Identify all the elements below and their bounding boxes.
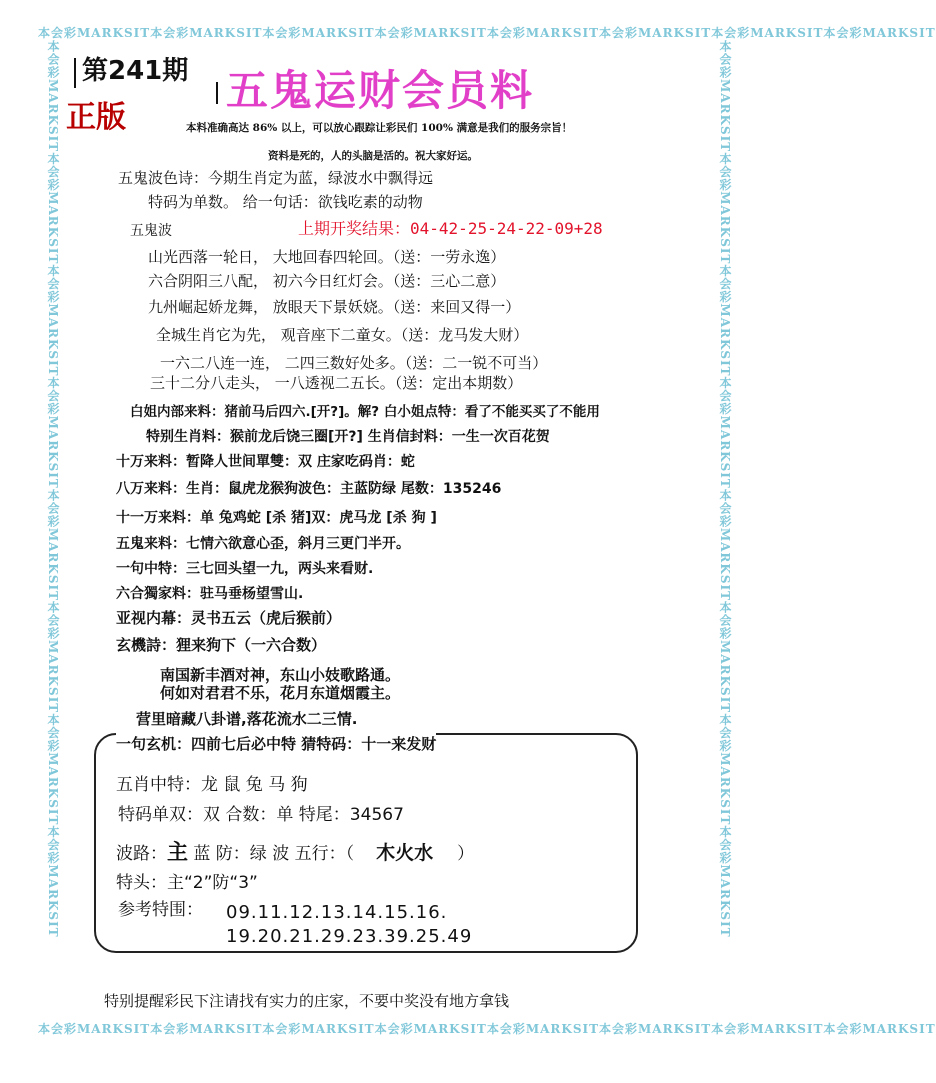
wave-close: ）: [457, 844, 475, 864]
note-luck: 资料是死的，人的头脑是活的。祝大家好运。: [268, 150, 478, 162]
special-head: 特头：主“2”防“3”: [116, 873, 258, 893]
wave-poem-line2: 特码为单数。 给一句话：欲钱吃素的动物: [148, 193, 423, 211]
watermark-border-top: 本会彩MARKSIT本会彩MARKSIT本会彩MARKSIT本会彩MARKSIT本会彩MARKSIT本会彩MARKSIT本会彩MARKSIT本会彩MARKSIT: [38, 26, 936, 40]
tip-110k: 十一万来料：单 兔鸡蛇 [杀 猪]双：虎马龙 [杀 狗 ]: [116, 510, 437, 526]
wave-rest: 蓝 防：绿 波 五行：（: [188, 844, 355, 864]
tip-atv: 亚视内幕：灵书五云（虎后猴前）: [116, 609, 342, 627]
five-zodiac: 五肖中特：龙 鼠 兔 马 狗: [116, 775, 308, 795]
divider: [74, 58, 76, 88]
tip-exclusive: 六合獨家料：驻马垂杨望雪山.: [116, 586, 304, 602]
issue-number: 第241期: [82, 56, 189, 86]
five-elements: 木火水: [376, 842, 434, 864]
reference-label: 参考特围：: [118, 900, 203, 920]
tip-one-sentence: 一句中特：三七回头望一九，两头来看财.: [116, 561, 374, 577]
tip-special-zodiac: 特别生肖料：猴前龙后饶三圈[开?] 生肖信封料：一生一次百花贺: [146, 429, 550, 445]
last-result-label: 上期开奖结果：: [298, 219, 411, 238]
verse-line: 营里暗藏八卦谱,落花流水二三情.: [136, 710, 358, 728]
poem-line: 三十二分八走头， 一八透视二五长。（送：定出本期数）: [150, 374, 523, 392]
last-result-numbers: 04-42-25-24-22-09+28: [410, 219, 603, 238]
watermark-border-right: 本会彩MARKSIT本会彩MARKSIT本会彩MARKSIT本会彩MARKSIT本会彩MARKSIT本会彩MARKSIT本会彩MARKSIT本会彩MARKSIT: [718, 40, 732, 938]
wave-main: 主: [167, 840, 188, 864]
odd-even: 特码单双：双 合数：单 特尾：34567: [118, 805, 404, 825]
poem-line: 山光西落一轮日， 大地回春四轮回。（送：一劳永逸）: [148, 248, 506, 266]
footer-reminder: 特别提醒彩民下注请找有实力的庄家，不要中奖没有地方拿钱: [104, 992, 510, 1010]
last-result: [298, 216, 603, 239]
wave-prefix: 波路：: [116, 844, 167, 864]
box-header: 一句玄机：四前七后必中特 猜特码：十一来发财: [116, 735, 437, 753]
poem-line: 全城生肖它为先， 观音座下二童女。（送：龙马发大财）: [156, 326, 529, 344]
reference-numbers-2: 19.20.21.29.23.39.25.49: [226, 926, 473, 947]
wugui-label: 五鬼波: [130, 223, 172, 239]
watermark-border-left: 本会彩MARKSIT本会彩MARKSIT本会彩MARKSIT本会彩MARKSIT本会彩MARKSIT本会彩MARKSIT本会彩MARKSIT本会彩MARKSIT: [46, 40, 60, 938]
genuine-label: 正版: [66, 100, 126, 135]
tip-mystic-poem: 玄機詩：狸来狗下（一六合数）: [116, 636, 327, 654]
poem-line: 一六二八连一连， 二四三数好处多。（送：二一锐不可当）: [160, 354, 548, 372]
watermark-border-bottom: 本会彩MARKSIT本会彩MARKSIT本会彩MARKSIT本会彩MARKSIT本会彩MARKSIT本会彩MARKSIT本会彩MARKSIT本会彩MARKSIT: [38, 1022, 936, 1036]
tip-white-sister: 白姐内部来料：猪前马后四六.[开?]。解? 白小姐点特：看了不能买买了不能用: [130, 404, 600, 420]
note-accuracy: 本料准确高达 86% 以上，可以放心跟踪让彩民们 100% 满意是我们的服务宗旨！: [186, 122, 573, 134]
tip-80k: 八万来料：生肖：鼠虎龙猴狗波色：主蓝防绿 尾数：135246: [116, 481, 502, 497]
tip-wugui: 五鬼来料：七情六欲意心歪，斜月三更门半开。: [116, 536, 410, 552]
wave-route: [116, 836, 474, 866]
poem-line: 六合阴阳三八配， 初六今日红灯会。（送：三心二意）: [148, 272, 506, 290]
divider: [216, 82, 218, 104]
tip-100k: 十万来料：暂降人世间單雙：双 庄家吃码肖：蛇: [116, 454, 415, 470]
wave-poem-line1: 五鬼波色诗：今期生肖定为蓝，绿波水中飘得远: [118, 169, 434, 187]
poem-line: 九州崛起娇龙舞， 放眼天下景妖娆。（送：来回又得一）: [148, 298, 521, 316]
verse-line: 何如对君君不乐，花月东道烟霞主。: [160, 684, 401, 702]
page-title: 五鬼运财会员料: [226, 66, 535, 115]
reference-numbers-1: 09.11.12.13.14.15.16.: [226, 902, 448, 923]
verse-line: 南国新丰酒对神，东山小妓歌路通。: [160, 666, 401, 684]
